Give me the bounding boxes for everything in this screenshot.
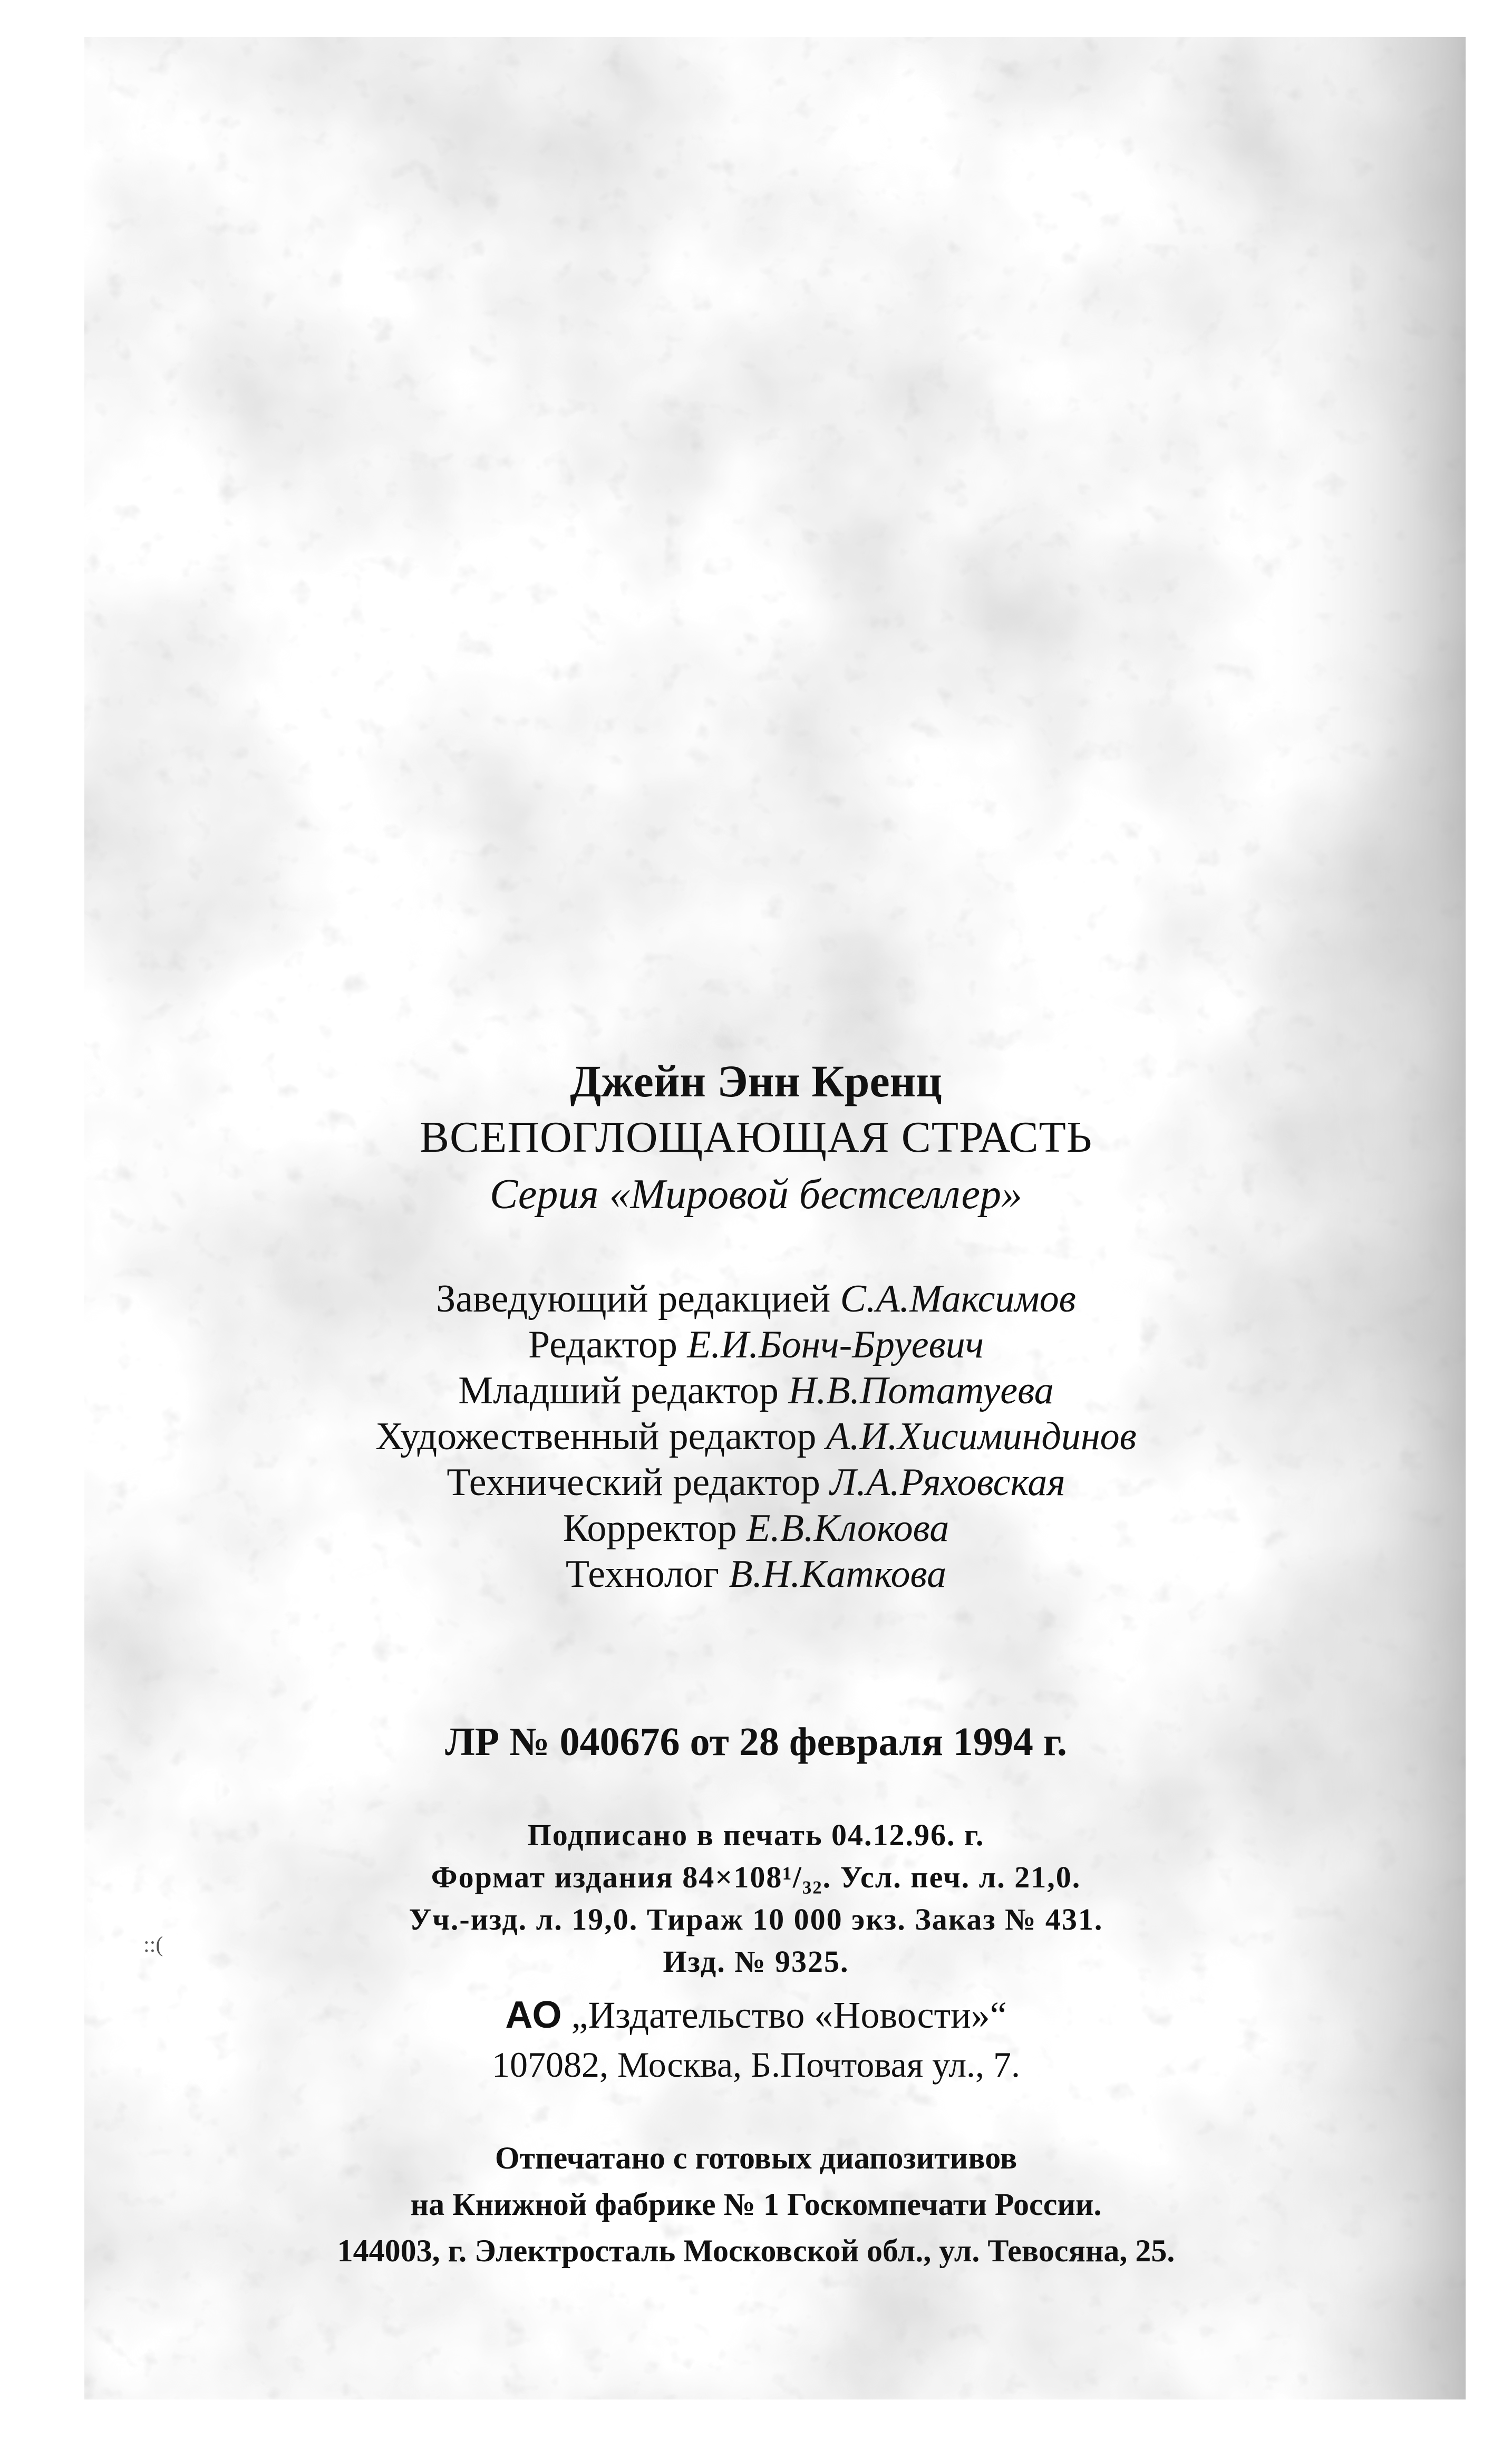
printer-line: Отпечатано с готовых диапозитивов: [495, 2141, 1017, 2175]
staff-name: Л.А.Ряховская: [830, 1461, 1065, 1504]
staff-name: Н.В.Потатуева: [788, 1369, 1054, 1412]
publisher-address: 107082, Москва, Б.Почтовая ул., 7.: [491, 2045, 1021, 2085]
editorial-staff-list: [0, 1276, 1512, 1597]
edition-number: Изд. № 9325.: [663, 1944, 849, 1979]
staff-role: Технический редактор: [447, 1461, 820, 1504]
print-run: Уч.-изд. л. 19,0. Тираж 10 000 экз. Заказ № 431.: [409, 1902, 1103, 1936]
signed-to-print: Подписано в печать 04.12.96. г.: [527, 1818, 985, 1852]
staff-role: Младший редактор: [458, 1369, 779, 1412]
staff-role: Художественный редактор: [375, 1415, 817, 1458]
printer-line: 144003, г. Электросталь Московской обл., ул. Тевосяна, 25.: [337, 2233, 1175, 2268]
staff-name: Е.В.Клокова: [747, 1507, 949, 1550]
staff-line: [0, 1368, 1512, 1414]
staff-name: Е.И.Бонч-Бруевич: [687, 1323, 984, 1366]
edition-format: Формат издания 84×108¹/₃₂. Усл. печ. л. 21,0.: [431, 1860, 1081, 1894]
printer-line: на Книжной фабрике № 1 Госкомпечати России.: [410, 2187, 1102, 2222]
staff-line: [0, 1460, 1512, 1506]
staff-name: В.Н.Каткова: [729, 1553, 947, 1596]
print-details: [0, 1814, 1512, 1983]
publisher-name: [0, 1993, 1512, 2037]
staff-role: Заведующий редакцией: [436, 1277, 831, 1321]
staff-line: [0, 1276, 1512, 1322]
staff-role: Корректор: [563, 1507, 737, 1550]
book-author: Джейн Энн Кренц: [570, 1056, 942, 1106]
book-series: Серия «Мировой бестселлер»: [489, 1171, 1023, 1218]
staff-line: [0, 1414, 1512, 1460]
staff-role: Редактор: [528, 1323, 677, 1366]
staff-line: [0, 1322, 1512, 1368]
printer-info: [0, 2135, 1512, 2274]
staff-line: [0, 1551, 1512, 1597]
staff-line: [0, 1506, 1512, 1551]
book-title: ВСЕПОГЛОЩАЮЩАЯ СТРАСТЬ: [419, 1113, 1093, 1162]
publisher-prefix: АО: [505, 1994, 562, 2036]
staff-role: Технолог: [565, 1553, 720, 1596]
license-number: ЛР № 040676 от 28 февраля 1994 г.: [445, 1720, 1067, 1764]
staff-name: А.И.Хисиминдинов: [826, 1415, 1137, 1458]
publisher-title: „Издательство «Новости»“: [571, 1994, 1007, 2036]
staff-name: С.А.Максимов: [840, 1277, 1076, 1321]
margin-mark: ::(: [143, 1933, 163, 1957]
